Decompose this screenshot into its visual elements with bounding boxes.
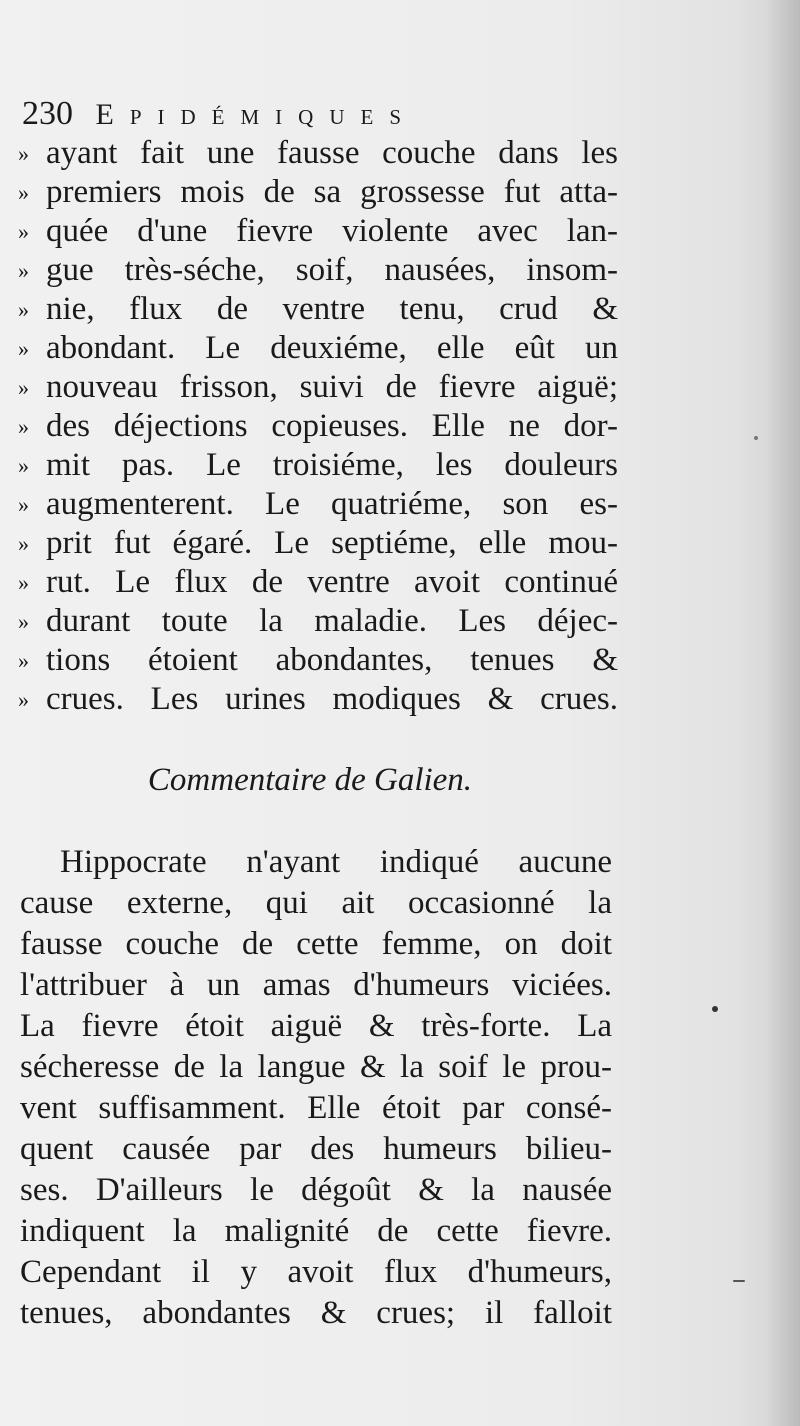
quote-line — [18, 641, 618, 680]
quote-line-text: premiers mois de sa grossesse fut atta- — [46, 174, 618, 210]
quote-line — [18, 446, 618, 485]
quote-line-text: prit fut égaré. Le septiéme, elle mou- — [46, 525, 618, 561]
quote-line-text: mit pas. Le troisiéme, les douleurs — [46, 447, 618, 483]
quote-line — [18, 329, 618, 368]
quote-mark: » — [18, 336, 29, 361]
paper-speck — [754, 436, 758, 440]
commentary-line: tenues, abondantes & crues; il falloit — [20, 1295, 612, 1331]
commentary-line: Cependant il y avoit flux d'humeurs, — [20, 1254, 612, 1290]
quote-line — [18, 485, 618, 524]
commentary-line: fausse couche de cette femme, on doit — [20, 926, 612, 962]
commentary-line: sécheresse de la langue & la soif le prou- — [20, 1049, 612, 1085]
running-title: Epidémiques — [95, 98, 417, 131]
quote-line-text: abondant. Le deuxiéme, elle eût un — [46, 330, 618, 366]
quote-mark: » — [18, 570, 29, 595]
quote-line — [18, 251, 618, 290]
commentary-line: cause externe, qui ait occasionné la — [20, 885, 612, 921]
quote-line-text: ayant fait une fausse couche dans les — [46, 135, 618, 171]
quote-mark: » — [18, 180, 29, 205]
commentary-line: vent suffisamment. Elle étoit par consé- — [20, 1090, 612, 1126]
quote-line — [18, 524, 618, 563]
commentary-line: indiquent la malignité de cette fievre. — [20, 1213, 612, 1249]
quote-line-text: gue très-séche, soif, nausées, insom- — [46, 252, 618, 288]
quote-line — [18, 407, 618, 446]
section-title: Commentaire de Galien. — [147, 762, 473, 798]
quoted-case-text — [18, 134, 618, 719]
quote-mark: » — [18, 531, 29, 556]
quote-line — [18, 290, 618, 329]
quote-line-text: des déjections copieuses. Elle ne dor- — [46, 408, 618, 444]
quote-mark: » — [18, 258, 29, 283]
quote-mark: » — [18, 297, 29, 322]
commentary-line: La fievre étoit aiguë & très-forte. La — [20, 1008, 612, 1044]
quote-mark: » — [18, 453, 29, 478]
quote-line — [18, 212, 618, 251]
commentary-paragraph — [20, 842, 612, 1334]
paper-speck — [712, 1006, 718, 1012]
quote-mark: » — [18, 414, 29, 439]
quote-line-text: crues. Les urines modiques & crues. — [46, 681, 618, 717]
commentary-line: Hippocrate n'ayant indiqué aucune — [60, 844, 612, 880]
page-gutter-shadow — [766, 0, 800, 1426]
quote-mark: » — [18, 648, 29, 673]
quote-line-text: tions étoient abondantes, tenues & — [46, 642, 618, 678]
paper-speck — [733, 1280, 745, 1282]
quote-line — [18, 680, 618, 719]
quote-mark: » — [18, 375, 29, 400]
quote-line-text: rut. Le flux de ventre avoit continué — [46, 564, 618, 600]
commentary-line: l'attribuer à un amas d'humeurs viciées. — [20, 967, 612, 1003]
quote-line-text: nie, flux de ventre tenu, crud & — [46, 291, 618, 327]
quote-line-text: durant toute la maladie. Les déjec- — [46, 603, 618, 639]
quote-mark: » — [18, 687, 29, 712]
page-number: 230 — [22, 95, 73, 132]
quote-line — [18, 563, 618, 602]
quote-line-text: nouveau frisson, suivi de fievre aiguë; — [46, 369, 618, 405]
commentary-line: quent causée par des humeurs bilieu- — [20, 1131, 612, 1167]
quote-mark: » — [18, 219, 29, 244]
quote-line — [18, 602, 618, 641]
page-header — [22, 92, 622, 136]
commentary-line: ses. D'ailleurs le dégoût & la nausée — [20, 1172, 612, 1208]
quote-mark: » — [18, 609, 29, 634]
quote-line — [18, 368, 618, 407]
quote-line-text: augmenterent. Le quatriéme, son es- — [46, 486, 618, 522]
quote-line — [18, 173, 618, 212]
quote-line-text: quée d'une fievre violente avec lan- — [46, 213, 618, 249]
quote-mark: » — [18, 492, 29, 517]
quote-mark: » — [18, 141, 29, 166]
quote-line — [18, 134, 618, 173]
